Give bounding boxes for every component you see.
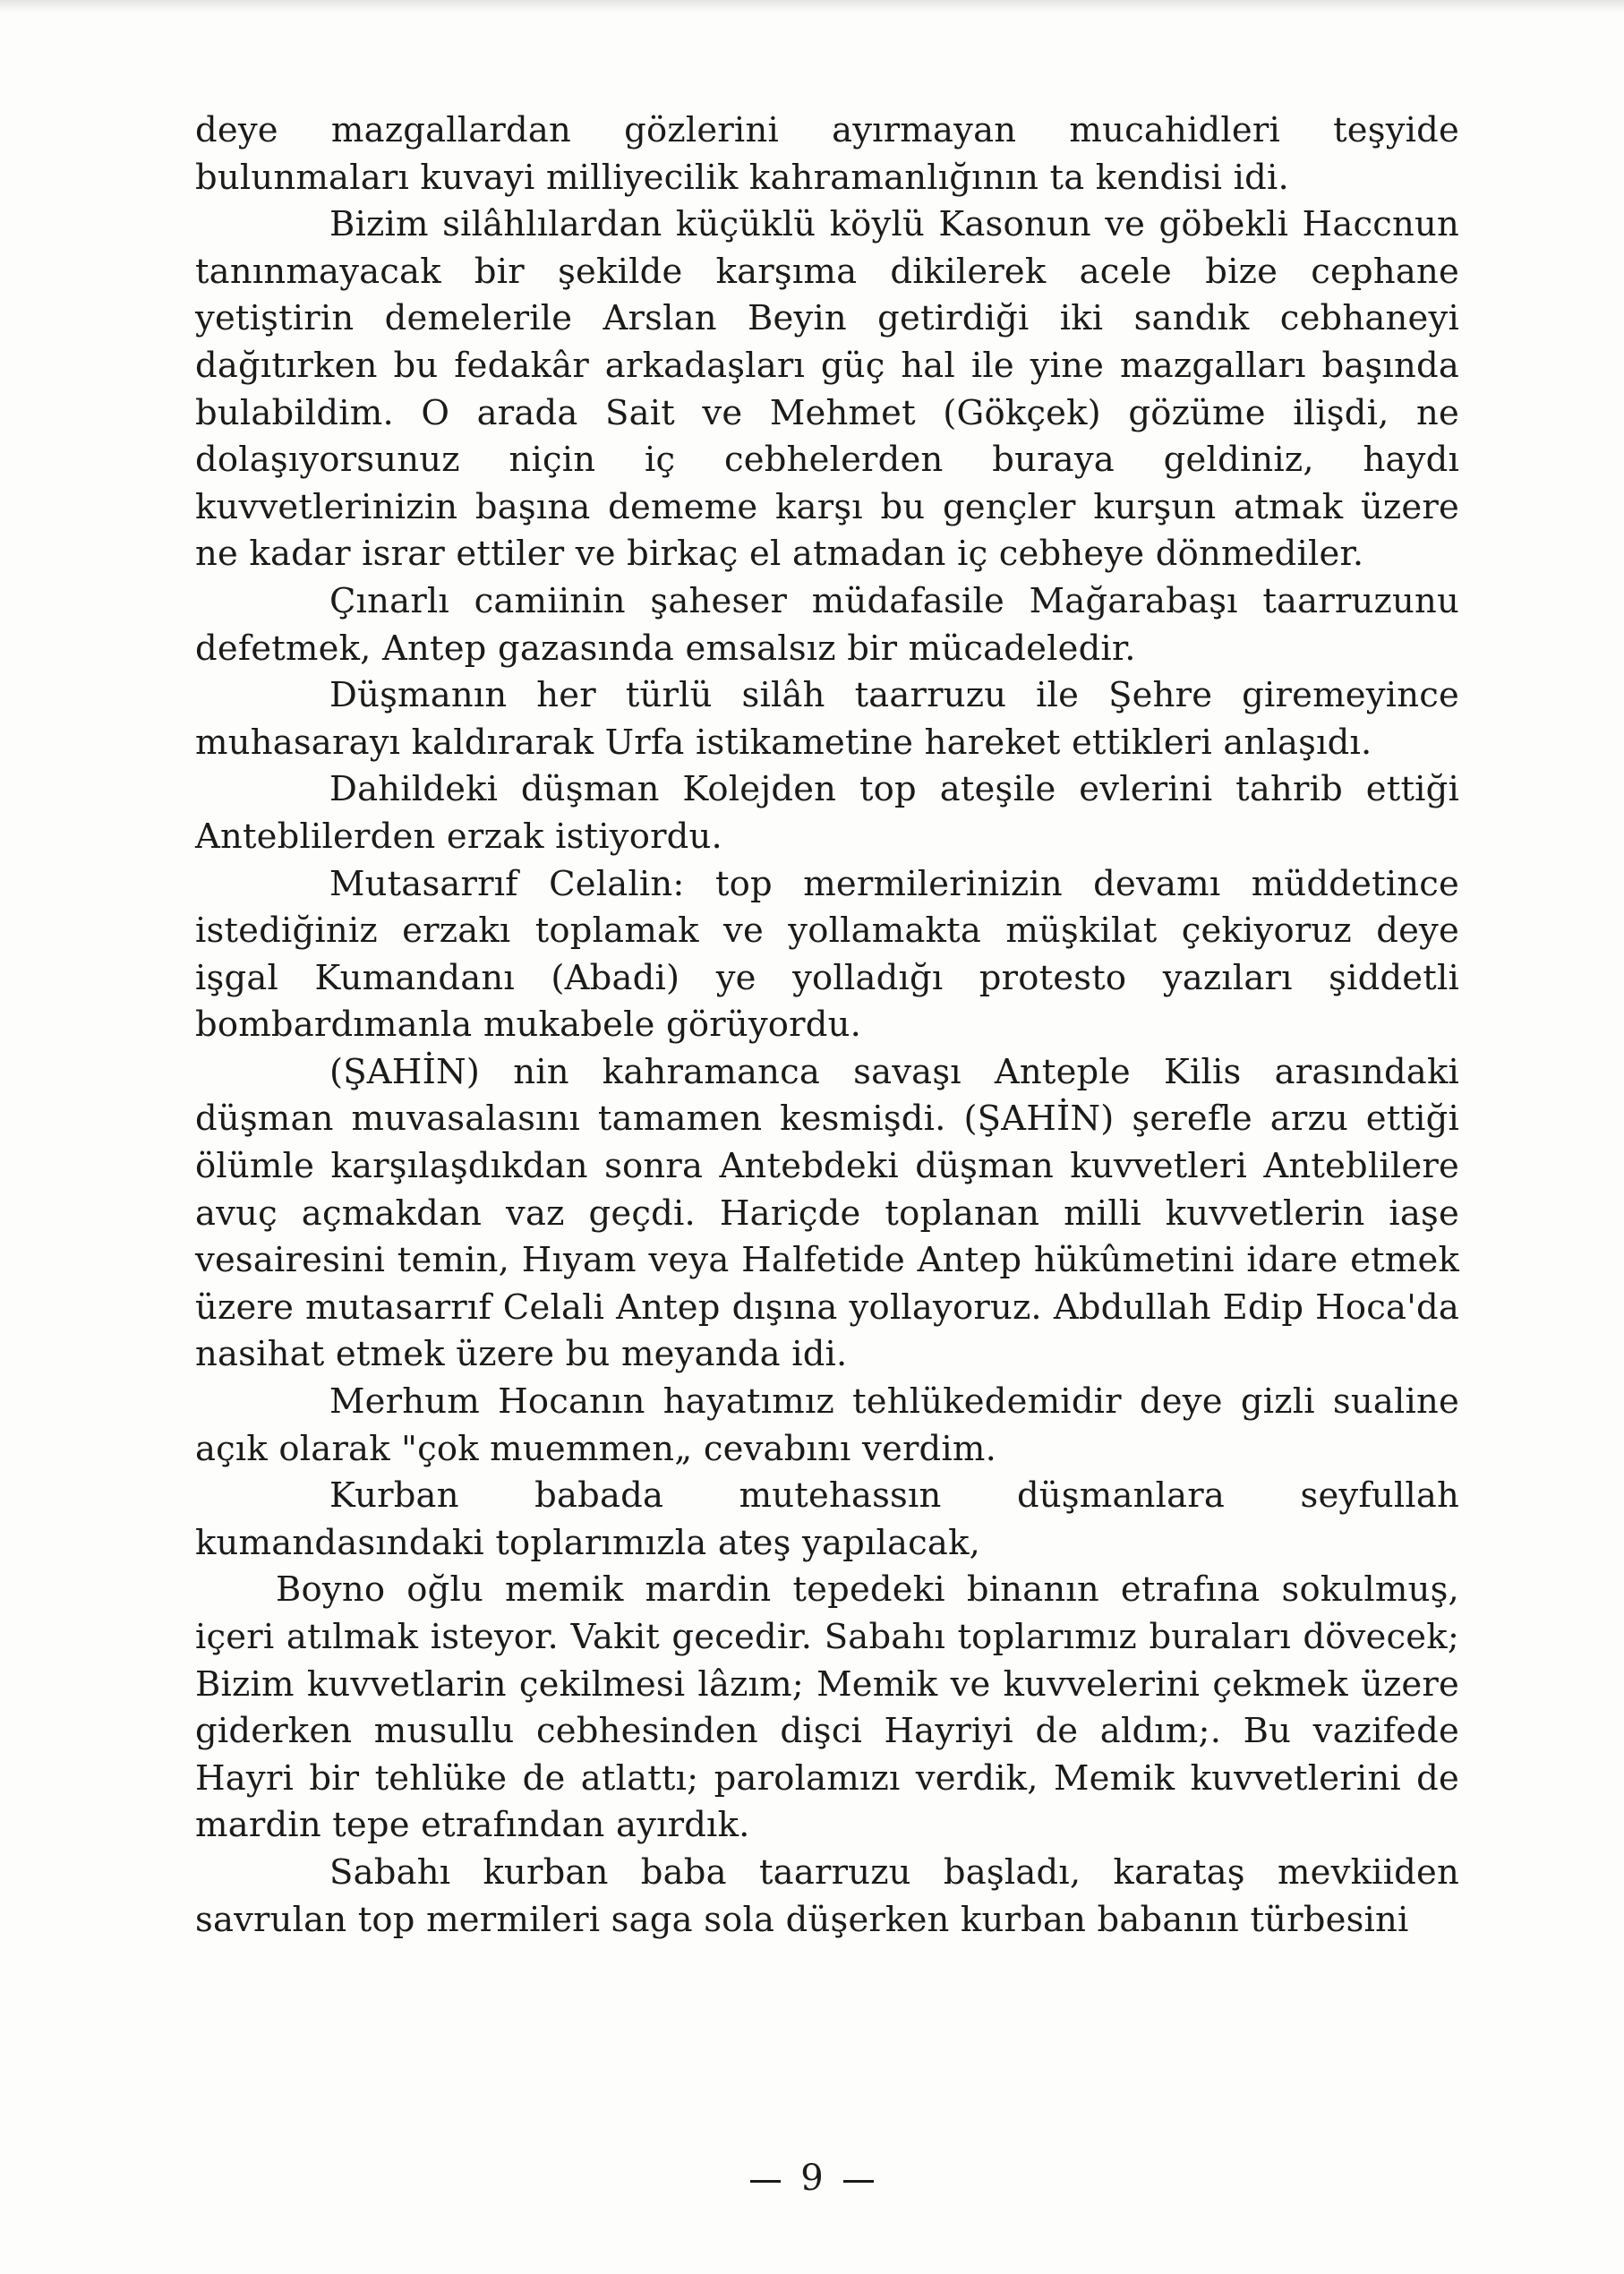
paragraph-10: Boyno oğlu memik mardin tepedeki binanın etrafına sokulmuş, içeri atılmak isteyor. Vakit gecedir. Sabahı toplarımız buraları dövecek; Bizim kuvvetlarin çekilmesi lâzım; Memik ve kuvvelerini çekmek üzere giderken musullu cebhesinden dişci Hayriyi de aldım;. Bu vazifede Hayri bir tehlüke de atlattı; parolamızı verdik, Memik kuvvetlerini de mardin tepe etrafından ayırdık.: [195, 1569, 1459, 1846]
paragraph-1: deye mazgallardan gözlerini ayırmayan mucahidleri teşyide bulunmaları kuvayi milliyecilik kahramanlığının ta kendisi idi.: [195, 110, 1459, 198]
paragraph-7: (ŞAHİN) nin kahramanca savaşı Anteple Kilis arasındaki düşman muvasalasını tamamen kesmişdi. (ŞAHİN) şerefle arzu ettiği ölümle karşılaşdıkdan sonra Antebdeki düşman kuvvetleri Anteblilere avuç açmakdan vaz geçdi. Hariçde toplanan milli kuvvetlerin iaşe vesairesini temin, Hıyam veya Halfetide Antep hükûmetini idare etmek üzere mutasarrıf Celali Antep dışına yollayoruz. Abdullah Edip Hoca'da nasihat etmek üzere bu meyanda idi.: [195, 1051, 1459, 1375]
paragraph-6: Mutasarrıf Celalin: top mermilerinizin devamı müddetince istediğiniz erzakı toplamak ve yollamakta müşkilat çekiyoruz deye işgal Kumandanı (Abadi) ye yolladığı protesto yazıları şiddetli bombardımanla mukabele görüyordu.: [195, 863, 1459, 1046]
page-number-left-dash: [750, 2180, 781, 2183]
paragraph-9: Kurban babada mutehassın düşmanlara seyfullah kumandasındaki toplarımızla ateş yapılacak,: [195, 1475, 1459, 1563]
scan-top-edge: [0, 0, 1624, 13]
paragraph-4: Düşmanın her türlü silâh taarruzu ile Şehre giremeyince muhasarayı kaldırarak Urfa istikametine hareket ettikleri anlaşıdı.: [195, 675, 1459, 763]
paragraph-3: Çınarlı camiinin şaheser müdafasile Mağarabaşı taarruzunu defetmek, Antep gazasında emsalsız bir mücadeledir.: [195, 580, 1459, 669]
body-text: [195, 107, 1459, 1944]
paragraph-2: Bizim silâhlılardan küçüklü köylü Kasonun ve göbekli Haccnun tanınmayacak bir şekilde karşıma dikilerek acele bize cephane yetiştirin demelerile Arslan Beyin getirdiği iki sandık cebhaneyi dağıtırken bu fedakâr arkadaşları güç hal ile yine mazgalları başında bulabildim. O arada Sait ve Mehmet (Gökçek) gözüme ilişdi, ne dolaşıyorsunuz niçin iç cebhelerden buraya geldiniz, haydı kuvvetlerinizin başına dememe karşı bu gençler kurşun atmak üzere ne kadar israr ettiler ve birkaç el atmadan iç cebheye dönmediler.: [195, 204, 1459, 575]
paragraph-8: Merhum Hocanın hayatımız tehlükedemidir deye gizli sualine açık olarak "çok muemmen„ cevabını verdim.: [195, 1381, 1459, 1469]
paragraph-11: Sabahı kurban baba taarruzu başladı, karataş mevkiiden savrulan top mermileri saga sola düşerken kurban babanın türbesini: [195, 1851, 1459, 1940]
page-number: 9: [800, 2158, 824, 2199]
page-number-footer: [0, 2158, 1624, 2199]
paragraph-5: Dahildeki düşman Kolejden top ateşile evlerini tahrib ettiği Anteblilerden erzak istiyordu.: [195, 769, 1459, 857]
page-number-right-dash: [843, 2180, 874, 2183]
